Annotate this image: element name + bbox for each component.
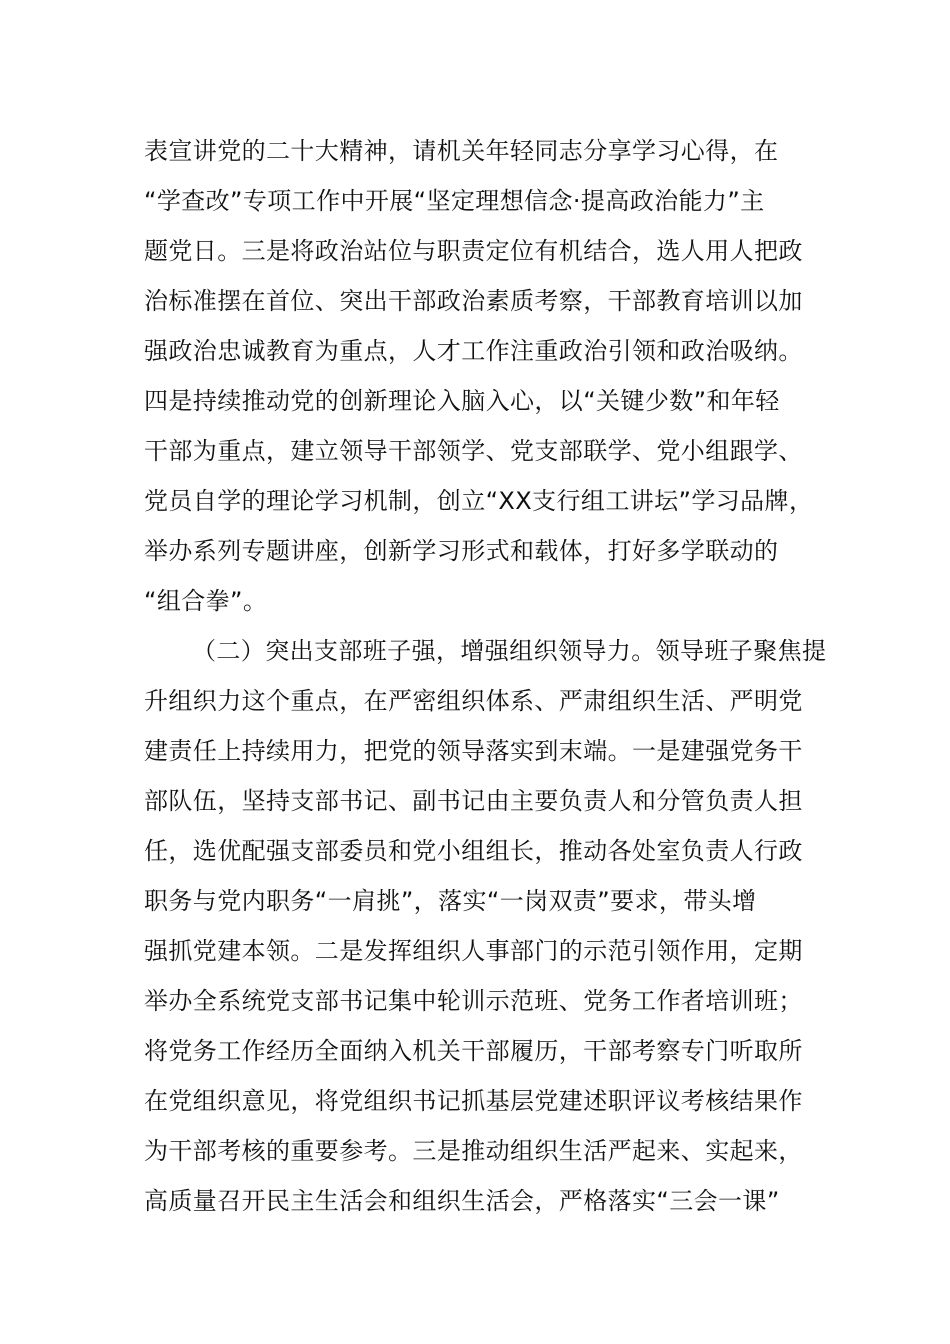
text-line: 在党组织意见，将党组织书记抓基层党建述职评议考核结果作	[144, 1087, 803, 1115]
text-line: 部队伍，坚持支部书记、副书记由主要负责人和分管负责人担	[144, 787, 803, 815]
text-line: 高质量召开民主生活会和组织生活会，严格落实“三会一课”	[144, 1187, 780, 1215]
text-line: 职务与党内职务“一肩挑”，落实“一岗双责”要求，带头增	[144, 887, 757, 915]
text-line: 治标准摆在首位、突出干部政治素质考察，干部教育培训以加	[144, 287, 803, 315]
text-line: 为干部考核的重要参考。三是推动组织生活严起来、实起来，	[144, 1137, 803, 1165]
text-line: 建责任上持续用力，把党的领导落实到末端。一是建强党务干	[144, 737, 803, 765]
text-line: 强政治忠诚教育为重点，人才工作注重政治引领和政治吸纳。	[144, 337, 803, 365]
section-heading-line: （二）突出支部班子强，增强组织领导力。领导班子聚焦提	[192, 637, 827, 665]
text-line: 将党务工作经历全面纳入机关干部履历，干部考察专门听取所	[144, 1037, 803, 1065]
text-line: 举办全系统党支部书记集中轮训示范班、党务工作者培训班；	[144, 987, 803, 1015]
text-line: “学查改”专项工作中开展“坚定理想信念·提高政治能力”主	[144, 187, 765, 215]
paragraph-2	[144, 626, 827, 1226]
paragraph-1	[144, 126, 820, 626]
text-line: “组合拳”。	[144, 587, 268, 615]
text-line: 题党日。三是将政治站位与职责定位有机结合，选人用人把政	[144, 237, 803, 265]
text-line: 表宣讲党的二十大精神，请机关年轻同志分享学习心得，在	[144, 137, 779, 165]
text-line: 强抓党建本领。二是发挥组织人事部门的示范引领作用，定期	[144, 937, 803, 965]
text-line: 四是持续推动党的创新理论入脑入心，以“关键少数”和年轻	[144, 387, 780, 415]
text-line: 升组织力这个重点，在严密组织体系、严肃组织生活、严明党	[144, 687, 803, 715]
document-body	[144, 126, 827, 1226]
text-line: 举办系列专题讲座，创新学习形式和载体，打好多学联动的	[144, 537, 779, 565]
text-line: 任，选优配强支部委员和党小组组长，推动各处室负责人行政	[144, 837, 803, 865]
text-line: 党员自学的理论学习机制，创立“XX支行组工讲坛”学习品牌，	[144, 487, 814, 515]
text-line: 干部为重点，建立领导干部领学、党支部联学、党小组跟学、	[144, 437, 803, 465]
